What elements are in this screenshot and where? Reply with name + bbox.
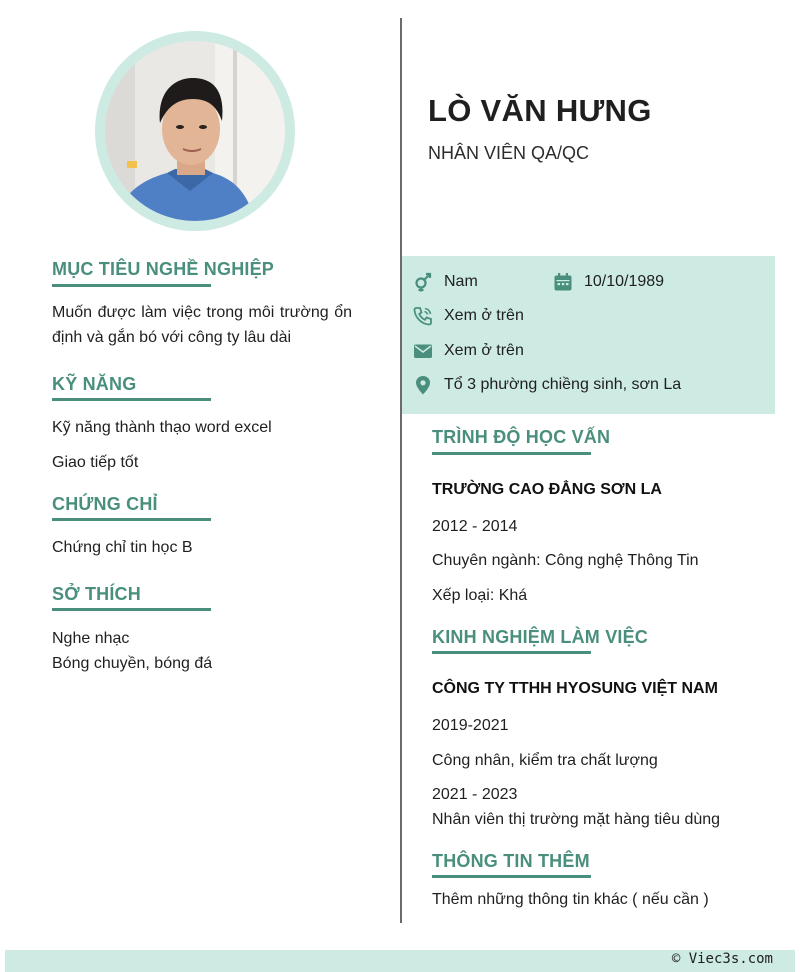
education-grade: Xếp loại: Khá <box>432 587 528 604</box>
skill-item: Kỹ năng thành thạo word excel <box>52 419 272 436</box>
phone-row <box>412 305 524 327</box>
skills-underline <box>52 398 211 401</box>
certificates-underline <box>52 518 211 521</box>
experience-role: Nhân viên thị trường mặt hàng tiêu dùng <box>432 811 721 828</box>
education-underline <box>432 452 591 455</box>
gender-value: Nam <box>444 273 478 290</box>
mail-icon <box>412 340 434 362</box>
extra-info-underline <box>432 875 591 878</box>
contact-panel <box>402 256 775 414</box>
birthday-row <box>552 271 664 293</box>
full-name: LÒ VĂN HƯNG <box>428 93 652 128</box>
hobby-item: Bóng chuyền, bóng đá <box>52 655 213 672</box>
extra-info-heading: THÔNG TIN THÊM <box>432 851 590 871</box>
profile-photo <box>105 41 285 221</box>
education-major: Chuyên ngành: Công nghệ Thông Tin <box>432 552 699 569</box>
address-value: Tổ 3 phường chiềng sinh, sơn La <box>444 376 682 393</box>
hobbies-heading: SỞ THÍCH <box>52 584 141 604</box>
company-name: CÔNG TY TTHH HYOSUNG VIỆT NAM <box>432 680 718 697</box>
experience-period: 2019-2021 <box>432 717 509 734</box>
objective-underline <box>52 284 211 287</box>
experience-heading: KINH NGHIỆM LÀM VIỆC <box>432 627 649 647</box>
certificate-item: Chứng chỉ tin học B <box>52 539 193 556</box>
phone-value: Xem ở trên <box>444 307 524 324</box>
education-period: 2012 - 2014 <box>432 518 518 535</box>
education-heading: TRÌNH ĐỘ HỌC VẤN <box>432 427 611 447</box>
birthday-value: 10/10/1989 <box>584 273 665 290</box>
email-row <box>412 340 524 362</box>
objective-text: Muốn được làm việc trong môi trường ổn định và gắn bó với công ty lâu dài <box>52 304 352 346</box>
gender-icon <box>412 271 434 293</box>
column-divider <box>400 18 402 923</box>
experience-period: 2021 - 2023 <box>432 786 518 803</box>
certificates-heading: CHỨNG CHỈ <box>52 494 158 514</box>
email-value: Xem ở trên <box>444 342 524 359</box>
avatar-frame <box>95 31 295 231</box>
extra-info-text: Thêm những thông tin khác ( nếu cần ) <box>432 891 709 908</box>
footer-bar <box>5 950 795 972</box>
address-row <box>412 374 681 396</box>
hobby-item: Nghe nhạc <box>52 630 130 647</box>
phone-icon <box>412 305 434 327</box>
calendar-icon <box>552 271 574 293</box>
objective-heading: MỤC TIÊU NGHỀ NGHIỆP <box>52 259 275 279</box>
experience-role: Công nhân, kiểm tra chất lượng <box>432 752 658 769</box>
footer-credit: © Viec3s.com <box>671 951 773 967</box>
location-pin-icon <box>412 374 434 396</box>
hobbies-underline <box>52 608 211 611</box>
experience-underline <box>432 651 591 654</box>
job-title: NHÂN VIÊN QA/QC <box>428 143 590 163</box>
school-name: TRƯỜNG CAO ĐẲNG SƠN LA <box>432 481 662 498</box>
gender-row <box>412 271 478 293</box>
avatar <box>105 41 285 221</box>
skill-item: Giao tiếp tốt <box>52 454 139 471</box>
skills-heading: KỸ NĂNG <box>52 374 137 394</box>
